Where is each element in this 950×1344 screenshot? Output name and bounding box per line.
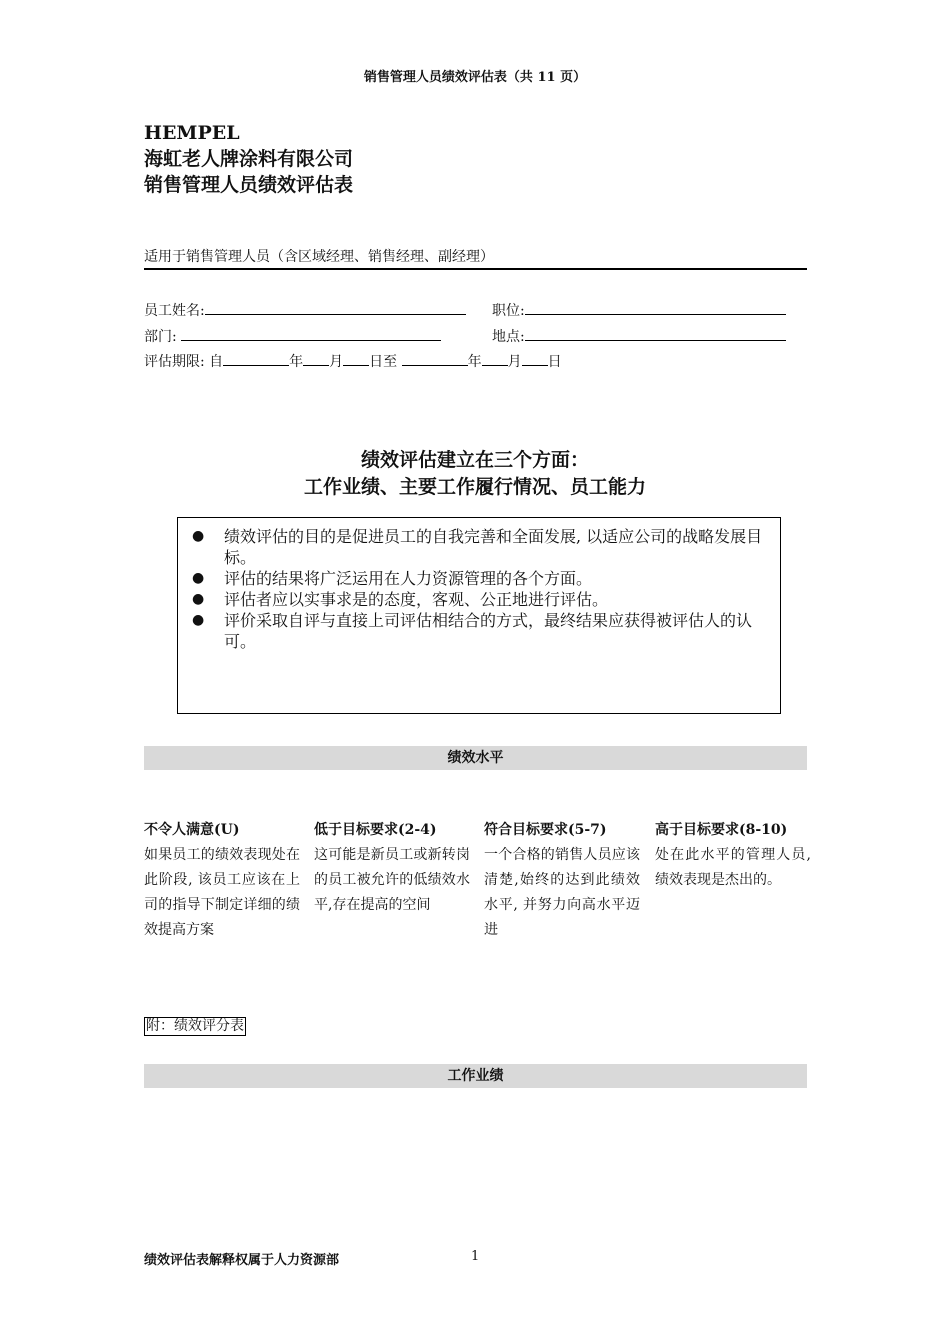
company-block	[144, 120, 353, 198]
department-field[interactable]	[181, 326, 441, 341]
bullet-icon: ●	[192, 570, 205, 586]
performance-level-heading: 绩效水平	[144, 746, 807, 770]
position-row	[492, 300, 786, 320]
bullet-item: ● 评估者应以实事求是的态度，客观、公正地进行评估。	[192, 590, 609, 609]
position-label: 职位:	[492, 303, 525, 319]
level-above-target	[655, 818, 811, 893]
basis-line-2: 工作业绩、主要工作履行情况、员工能力	[303, 476, 646, 498]
brand-name: HEMPEL	[144, 122, 240, 144]
period-row	[144, 351, 562, 371]
department-label: 部门:	[144, 329, 177, 345]
level-title: 高于目标要求(8-10)	[655, 822, 788, 838]
level-title: 符合目标要求(5-7)	[484, 822, 607, 838]
year-label: 年	[467, 354, 482, 370]
level-description: 如果员工的绩效表现处在此阶段, 该员工应该在上司的指导下制定详细的绩效提高方案	[144, 847, 300, 938]
guidelines-box	[177, 517, 781, 714]
employee-name-row	[144, 300, 466, 320]
divider	[144, 268, 807, 270]
bullet-icon: ●	[192, 591, 205, 607]
employee-name-field[interactable]	[205, 300, 466, 315]
period-end-day-field[interactable]	[522, 351, 548, 366]
period-start-month-field[interactable]	[303, 351, 329, 366]
form-title: 销售管理人员绩效评估表	[144, 174, 354, 196]
department-row	[144, 326, 441, 346]
bullet-item: ● 评估的结果将广泛运用在人力资源管理的各个方面。	[192, 569, 593, 588]
period-start-year-field[interactable]	[223, 351, 289, 366]
work-performance-heading: 工作业绩	[144, 1064, 807, 1088]
level-description: 这可能是新员工或新转岗的员工被允许的低绩效水平,存在提高的空间	[314, 847, 470, 913]
month-label: 月	[329, 354, 344, 370]
attachment-link[interactable]: 附：绩效评分表	[146, 1018, 244, 1034]
period-start-day-field[interactable]	[343, 351, 369, 366]
bullet-item: ● 绩效评估的目的是促进员工的自我完善和全面发展, 以适应公司的战略发展目标。	[192, 527, 763, 567]
basis-line-1: 绩效评估建立在三个方面：	[360, 449, 589, 471]
level-description: 一个合格的销售人员应该清楚,始终的达到此绩效水平, 并努力向高水平迈进	[484, 847, 640, 938]
location-label: 地点:	[492, 329, 525, 345]
level-below-target	[314, 818, 470, 918]
page-number: 1	[471, 1249, 480, 1264]
level-title: 低于目标要求(2-4)	[314, 822, 437, 838]
bullet-icon: ●	[192, 612, 205, 628]
company-name: 海虹老人牌涂料有限公司	[144, 148, 354, 170]
month-label: 月	[507, 354, 522, 370]
period-end-year-field[interactable]	[402, 351, 468, 366]
day-label: 日	[547, 354, 562, 370]
year-label: 年	[289, 354, 304, 370]
period-label: 评估期限: 自	[144, 354, 224, 370]
period-end-month-field[interactable]	[482, 351, 508, 366]
location-field[interactable]	[525, 326, 786, 341]
evaluation-basis-heading	[0, 447, 950, 501]
running-header: 销售管理人员绩效评估表（共 11 页）	[363, 70, 587, 85]
applies-to: 适用于销售管理人员（含区域经理、销售经理、副经理）	[144, 249, 494, 265]
employee-name-label: 员工姓名:	[144, 303, 205, 319]
level-description: 处在此水平的管理人员, 绩效表现是杰出的。	[655, 847, 811, 888]
bullet-icon: ●	[192, 528, 205, 544]
day-to-label: 日至	[369, 354, 398, 370]
bullet-item: ● 评价采取自评与直接上司评估相结合的方式，最终结果应获得被评估人的认可。	[192, 611, 753, 651]
level-unsatisfactory	[144, 818, 300, 943]
position-field[interactable]	[525, 300, 786, 315]
level-title: 不令人满意(U)	[144, 822, 240, 838]
footer-note: 绩效评估表解释权属于人力资源部	[144, 1253, 340, 1268]
level-meets-target	[484, 818, 640, 943]
location-row	[492, 326, 786, 346]
